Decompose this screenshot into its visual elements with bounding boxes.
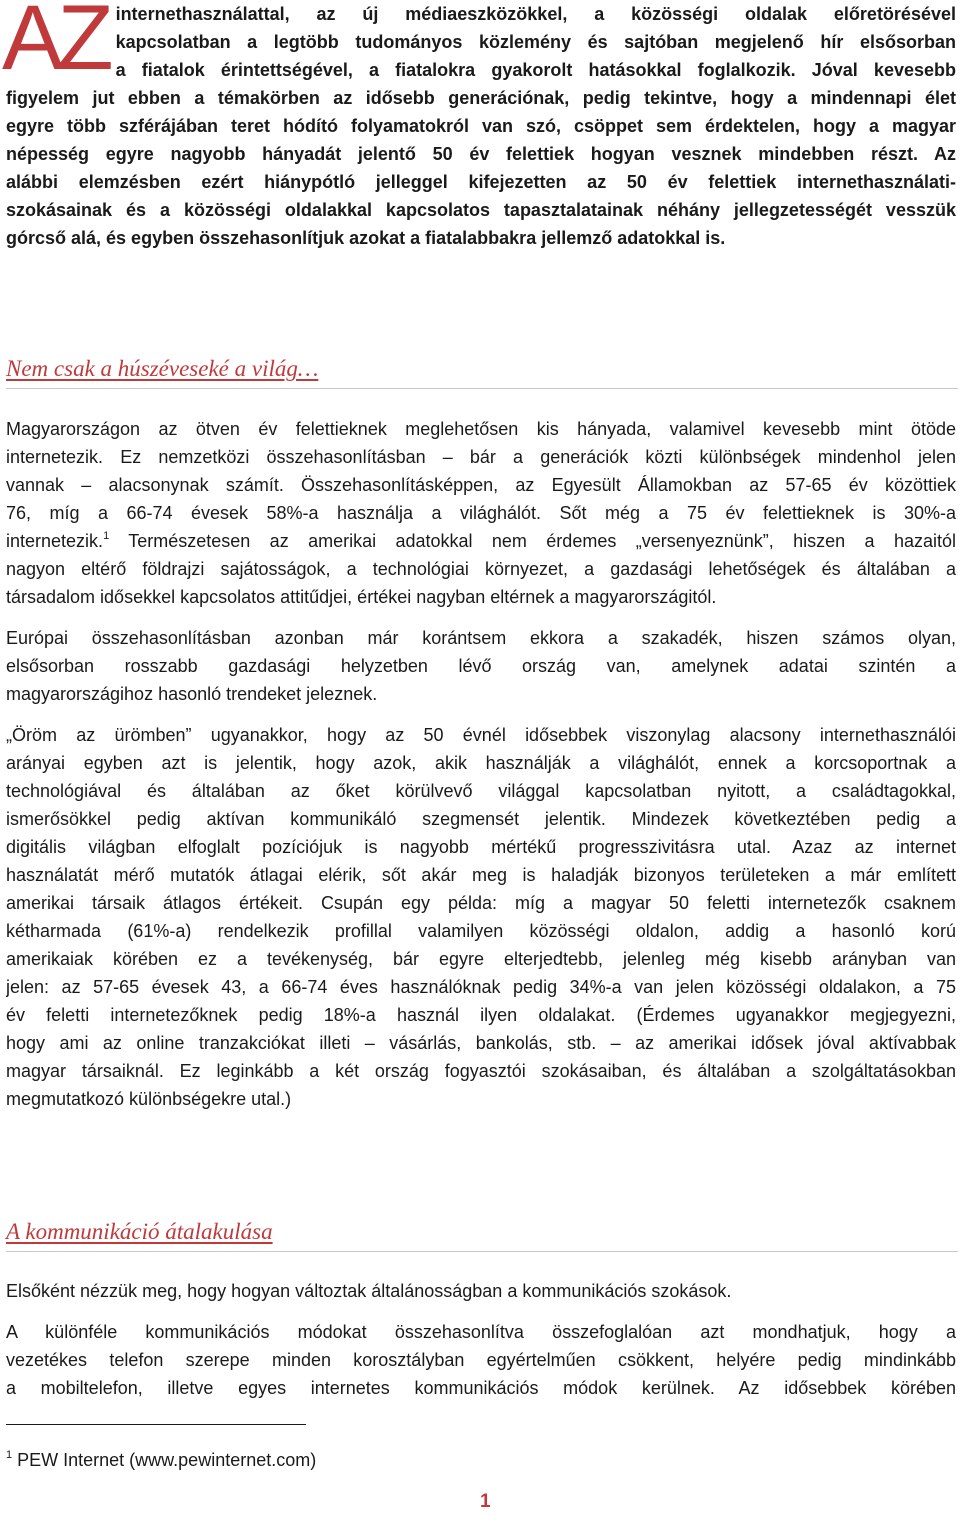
section1-paragraph-3: [6, 721, 956, 1113]
paragraph-text: Természetesen az amerikai adatokkal nem érdemes „versenyeznünk”, hiszen a hazaitól: [109, 531, 956, 551]
intro-line: egyre több szférájában teret hódító folyamatokról van szó, csöppet sem érdektelen, hogy a magyar: [6, 116, 956, 136]
footnote: [6, 1448, 316, 1472]
paragraph-line: jelen: az 57-65 évesek 43, a 66-74 éves használóknak pedig 34%-a van jelen közösségi oldalakon, a 75: [6, 977, 956, 997]
paragraph-line: a mobiltelefon, illetve egyes internetes kommunikációs módok kerülnek. Az idősebbek körében: [6, 1378, 956, 1398]
paragraph-line: Elsőként nézzük meg, hogy hogyan változtak általánosságban a kommunikációs szokások.: [6, 1281, 732, 1301]
paragraph-line: amerikai társaik átlagos értékeit. Csupán egy példa: míg a magyar 50 feletti internetezők csaknem: [6, 893, 956, 913]
paragraph-line: vezetékes telefon szerepe minden korosztályban egyértelműen csökkent, helyére pedig mindinkább: [6, 1350, 956, 1370]
footnote-number: 1: [6, 1449, 13, 1461]
section-heading-1: Nem csak a húszéveseké a világ…: [6, 356, 958, 389]
section2-paragraph-1: [6, 1277, 956, 1305]
footnote-reference[interactable]: 1: [103, 530, 110, 542]
paragraph-line: Magyarországon az ötven év felettieknek meglehetősen kis hányada, valamivel kevesebb mint ötöde: [6, 419, 956, 439]
paragraph-line: vannak – alacsonynak számít. Összehasonlításképpen, az Egyesült Államokban az 57-65 év közöttiek: [6, 475, 956, 495]
footnote-text: PEW Internet (www.pewinternet.com): [12, 1450, 317, 1470]
intro-line: népesség egyre nagyobb hányadát jelentő 50 év felettiek hogyan vesznek mindebben részt. Az: [6, 144, 956, 164]
intro-line: alábbi elemzésben ezért hiánypótló jelleggel kifejezetten az 50 év felettiek internethasználati-: [6, 172, 956, 192]
paragraph-line: amerikaiak körében ez a tevékenység, bár egyre elterjedtebb, jelenleg még kisebb arányban van: [6, 949, 956, 969]
paragraph-line: „Öröm az ürömben” ugyanakkor, hogy az 50 évnél idősebbek viszonylag alacsony internethasználói: [6, 725, 956, 745]
paragraph-line: hogy ami az online tranzakciókat illeti – vásárlás, bankolás, stb. – az amerikai idősek jóval aktívabbak: [6, 1033, 956, 1053]
paragraph-line-with-footnote: [6, 527, 956, 555]
paragraph-line: használatát mérő mutatók átlagai elérik, sőt akár meg is haladják bizonyos területeken a már említett: [6, 865, 956, 885]
paragraph-line: kétharmada (61%-a) rendelkezik profillal valamilyen közösségi oldalon, addig a hasonló korú: [6, 921, 956, 941]
paragraph-line: társadalom idősekkel kapcsolatos attitűdjei, értékei nagyban eltérnek a magyarországitól.: [6, 587, 717, 607]
intro-line: kapcsolatban a legtöbb tudományos közlemény és sajtóban megjelenő hír elsősorban: [115, 32, 956, 52]
paragraph-line: 76, míg a 66-74 évesek 58%-a használja a világhálót. Sőt még a 75 év felettieknek is 30%-a: [6, 503, 956, 523]
intro-line: szokásainak és a közösségi oldalakkal kapcsolatos tapasztalatainak néhány jellegzetességét vesszük: [6, 200, 956, 220]
intro-line: a fiatalok érintettségével, a fiatalokra gyakorolt hatásokkal foglalkozik. Jóval kevesebb: [115, 60, 956, 80]
paragraph-line: év feletti internetezőknek pedig 18%-a használ ilyen oldalakat. (Érdemes ugyanakkor megjegyezni,: [6, 1005, 956, 1025]
paragraph-line: digitális világban elfoglalt pozíciójuk is nagyobb mértékű progresszivitásra utal. Azaz az internet: [6, 837, 956, 857]
drop-cap: AZ: [2, 0, 108, 89]
page-number: 1: [480, 1491, 491, 1512]
intro-paragraph: [2, 0, 956, 252]
intro-line: internethasználattal, az új médiaeszközökkel, a közösségi oldalak előretörésével: [115, 4, 956, 24]
paragraph-line: internetezik. Ez nemzetközi összehasonlításban – bár a generációk közti különbségek mindenhol jelen: [6, 447, 956, 467]
paragraph-line: technológiával és általában az őket körülvevő világgal kapcsolatban nyitott, a családtagokkal,: [6, 781, 956, 801]
paragraph-line: Európai összehasonlításban azonban már korántsem ekkora a szakadék, hiszen számos olyan,: [6, 628, 956, 648]
paragraph-line: elsősorban rosszabb gazdasági helyzetben lévő ország van, amelynek adatai szintén a: [6, 656, 956, 676]
section-heading-2: A kommunikáció átalakulása: [6, 1219, 958, 1252]
section1-paragraph-1: [6, 415, 956, 611]
paragraph-line: magyar társaiknál. Ez leginkább a két ország fogyasztói szokásaiban, és általában a szolgáltatásokban: [6, 1061, 956, 1081]
section1-paragraph-2: [6, 624, 956, 708]
intro-line: górcső alá, és egyben összehasonlítjuk azokat a fiatalabbakra jellemző adatokkal is.: [6, 228, 726, 248]
paragraph-line: megmutatkozó különbségekre utal.): [6, 1089, 292, 1109]
paragraph-line: arányai egyben azt is jelentik, hogy azok, akik használják a világhálót, ennek a korcsoportnak a: [6, 753, 956, 773]
paragraph-line: A különféle kommunikációs módokat összehasonlítva összefoglalóan azt mondhatjuk, hogy a: [6, 1322, 956, 1342]
intro-line: figyelem jut ebben a témakörben az idősebb generációnak, pedig tekintve, hogy a mindennapi élet: [6, 88, 956, 108]
section2-paragraph-2: [6, 1318, 956, 1402]
footnote-separator: [6, 1424, 306, 1425]
paragraph-line: magyarországihoz hasonló trendeket jeleznek.: [6, 684, 378, 704]
paragraph-text: internetezik.: [6, 531, 104, 551]
paragraph-line: nagyon eltérő földrajzi sajátosságok, a technológiai környezet, a gazdasági lehetőségek és általában a: [6, 559, 956, 579]
paragraph-line: ismerősökkel pedig aktívan kommunikáló szegmensét jelentik. Mindezek következtében pedig a: [6, 809, 956, 829]
